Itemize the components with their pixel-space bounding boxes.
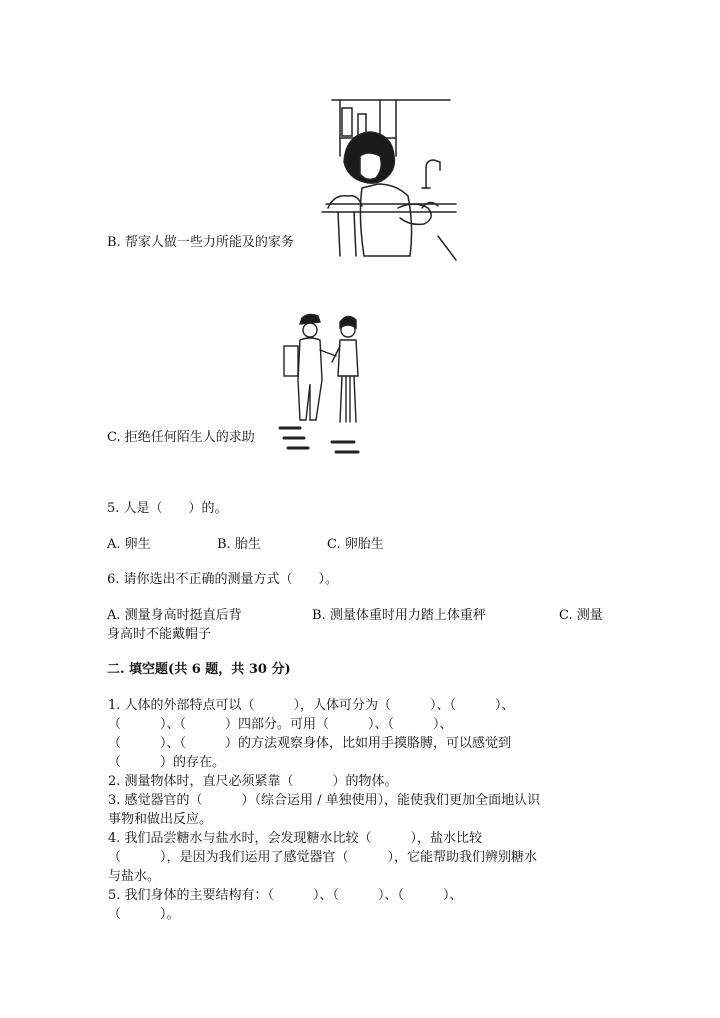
fill-line: 3. 感觉器官的（ ）（综合运用 / 单独使用），能使我们更加全面地认识	[108, 793, 541, 808]
option-c-text: C. 拒绝任何陌生人的求助	[107, 430, 255, 445]
fill-line: （ ）。	[108, 907, 180, 922]
question-6-option-a: A. 测量身高时挺直后背	[107, 608, 242, 623]
question-5-option-c: C. 卵胎生	[327, 537, 384, 552]
option-b-text: B. 帮家人做一些力所能及的家务	[107, 235, 294, 250]
question-5-option-b: B. 胎生	[217, 537, 261, 552]
fill-line: 4. 我们品尝糖水与盐水时，会发现糖水比较（ ），盐水比较	[108, 831, 483, 846]
kitchen-illustration	[318, 96, 458, 262]
fill-line: 2. 测量物体时，直尺必须紧靠（ ）的物体。	[108, 774, 398, 789]
question-5-stem: 5. 人是（ ）的。	[107, 501, 228, 516]
fill-line: （ ）、（ ）四部分。可用（ ）、（ ）、	[108, 717, 453, 732]
fill-line: 1. 人体的外部特点可以（ ），人体可分为（ ）、（ ）、	[108, 698, 515, 713]
section-2-heading: 二. 填空题(共 6 题，共 30 分)	[107, 662, 291, 677]
question-5-option-a: A. 卵生	[107, 537, 151, 552]
fill-line: （ ），是因为我们运用了感觉器官（ ），它能帮助我们辨别糖水	[108, 850, 538, 865]
question-6-option-c-continued: 身高时不能戴帽子	[107, 627, 212, 642]
question-6-option-b: B. 测量体重时用力踏上体重秤	[312, 608, 486, 623]
fill-line: 5. 我们身体的主要结构有：（ ）、（ ）、（ ）、	[108, 888, 463, 903]
fill-line: 与盐水。	[108, 869, 161, 884]
fill-line: （ ）的存在。	[108, 755, 226, 770]
question-6-stem: 6. 请你选出不正确的测量方式（ ）。	[107, 572, 339, 587]
fill-line: 事物和做出反应。	[108, 812, 213, 827]
question-6-option-c: C. 测量	[559, 608, 603, 623]
stranger-illustration	[276, 310, 360, 458]
fill-line: （ ）、（ ）的方法观察身体，比如用手摸胳膊，可以感觉到	[108, 736, 512, 751]
